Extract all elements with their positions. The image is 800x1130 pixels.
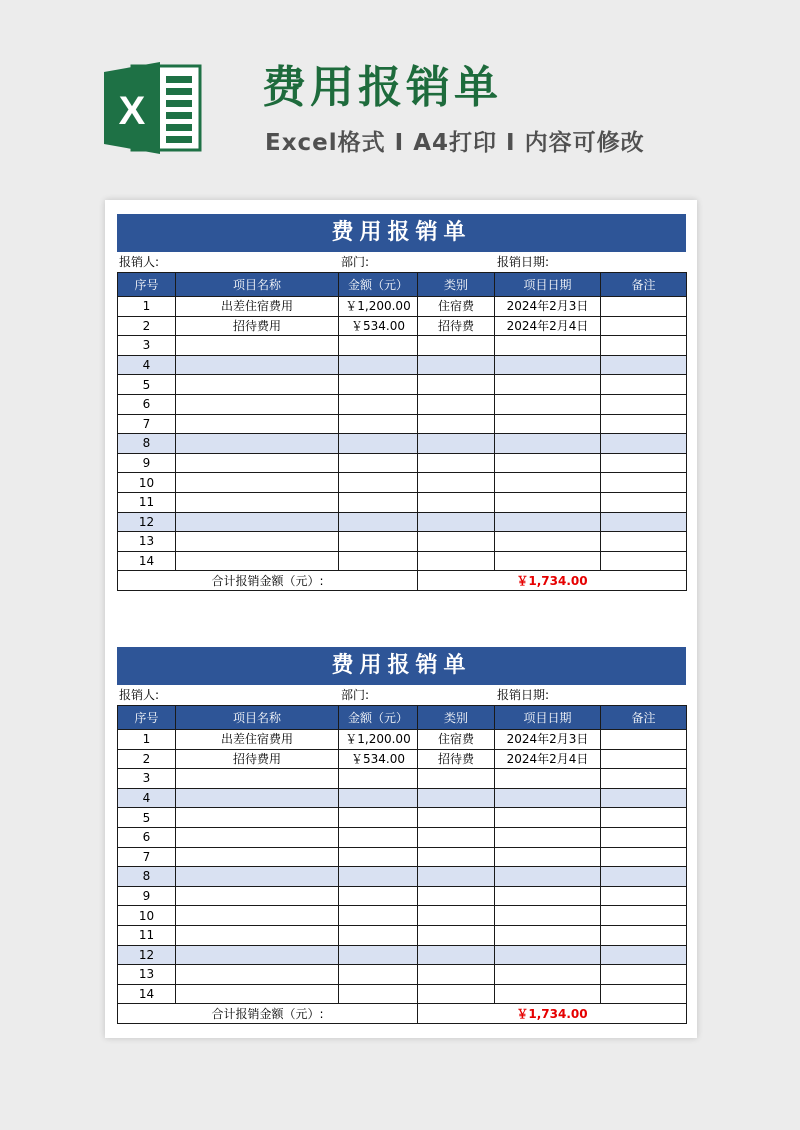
table-cell[interactable] [339,847,418,867]
column-header: 项目名称 [176,706,339,730]
table-cell[interactable] [339,512,418,532]
table-cell[interactable] [339,336,418,356]
table-cell[interactable]: 13 [118,532,176,552]
table-header-row [118,273,687,297]
table-cell[interactable] [601,847,687,867]
table-cell[interactable] [339,886,418,906]
column-header: 类别 [418,273,495,297]
table-cell[interactable]: 4 [118,788,176,808]
table-cell[interactable]: 6 [118,827,176,847]
page-header [0,0,800,190]
table-cell[interactable] [418,355,495,375]
table-cell[interactable] [176,886,339,906]
table-row [118,434,687,454]
table-cell[interactable] [418,788,495,808]
table-cell[interactable]: 11 [118,925,176,945]
reporter-label: 报销人: [119,688,160,702]
table-cell[interactable] [495,551,601,571]
form-info-row [117,252,686,272]
table-cell[interactable] [495,434,601,454]
form-title: 费用报销单 [117,647,686,685]
column-header: 项目日期 [495,706,601,730]
table-cell[interactable]: 13 [118,965,176,985]
table-row [118,316,687,336]
table-cell[interactable] [601,886,687,906]
table-cell[interactable] [339,867,418,887]
table-cell[interactable]: ￥534.00 [339,749,418,769]
table-cell[interactable] [495,847,601,867]
table-row [118,827,687,847]
column-header: 序号 [118,273,176,297]
table-cell[interactable]: 6 [118,394,176,414]
reimburse-date-label: 报销日期: [497,255,550,269]
table-cell[interactable] [176,492,339,512]
table-cell[interactable] [176,945,339,965]
table-cell[interactable] [339,355,418,375]
table-cell[interactable]: ￥534.00 [339,316,418,336]
expense-table [117,272,687,591]
table-cell[interactable]: 14 [118,984,176,1004]
column-header: 序号 [118,706,176,730]
page-subtitle: Excel格式 I A4打印 I 内容可修改 [265,130,645,156]
table-cell[interactable] [495,453,601,473]
table-cell[interactable] [418,827,495,847]
table-row [118,453,687,473]
table-cell[interactable] [418,769,495,789]
table-cell[interactable] [418,492,495,512]
table-cell[interactable] [601,867,687,887]
table-cell[interactable]: 10 [118,906,176,926]
table-cell[interactable] [418,453,495,473]
table-cell[interactable]: 住宿费 [418,730,495,750]
table-row [118,965,687,985]
table-cell[interactable] [601,512,687,532]
table-cell[interactable] [495,808,601,828]
table-cell[interactable] [418,945,495,965]
table-cell[interactable] [601,945,687,965]
table-cell[interactable]: 2 [118,749,176,769]
table-cell[interactable] [418,808,495,828]
table-row [118,769,687,789]
table-cell[interactable] [495,336,601,356]
table-cell[interactable] [495,867,601,887]
table-cell[interactable] [176,808,339,828]
table-row [118,512,687,532]
table-cell[interactable] [495,788,601,808]
table-cell[interactable]: 1 [118,297,176,317]
table-cell[interactable] [495,355,601,375]
paper-sheet [105,200,697,1038]
table-cell[interactable] [495,769,601,789]
table-cell[interactable] [495,906,601,926]
table-row [118,551,687,571]
table-cell[interactable] [495,984,601,1004]
table-row [118,532,687,552]
table-cell[interactable]: 14 [118,551,176,571]
table-cell[interactable] [418,551,495,571]
table-cell[interactable]: 3 [118,769,176,789]
table-cell[interactable] [601,730,687,750]
table-cell[interactable] [495,414,601,434]
total-row [118,571,687,591]
table-cell[interactable] [176,551,339,571]
table-cell[interactable]: 5 [118,375,176,395]
table-cell[interactable] [339,492,418,512]
table-cell[interactable]: 住宿费 [418,297,495,317]
column-header: 备注 [601,273,687,297]
column-header: 金额（元） [339,706,418,730]
department-label: 部门: [341,255,370,269]
table-cell[interactable] [495,827,601,847]
table-row [118,297,687,317]
logo-letter: X [118,89,146,133]
column-header: 项目日期 [495,273,601,297]
table-cell[interactable] [495,532,601,552]
table-row [118,730,687,750]
table-cell[interactable]: 出差住宿费用 [176,730,339,750]
excel-logo-icon [104,62,202,154]
table-cell[interactable]: ￥1,200.00 [339,297,418,317]
table-cell[interactable]: 1 [118,730,176,750]
table-cell[interactable] [339,906,418,926]
table-cell[interactable] [339,394,418,414]
table-cell[interactable] [418,532,495,552]
table-row [118,473,687,493]
table-cell[interactable] [418,847,495,867]
table-cell[interactable] [339,375,418,395]
table-cell[interactable] [176,984,339,1004]
table-cell[interactable] [418,473,495,493]
table-cell[interactable] [601,984,687,1004]
table-cell[interactable] [418,336,495,356]
table-row [118,886,687,906]
table-row [118,414,687,434]
total-amount: ￥1,734.00 [418,1004,687,1024]
table-row [118,925,687,945]
table-cell[interactable] [418,414,495,434]
table-cell[interactable] [601,434,687,454]
table-cell[interactable] [601,965,687,985]
table-cell[interactable] [495,492,601,512]
total-amount: ￥1,734.00 [418,571,687,591]
table-cell[interactable] [601,297,687,317]
table-cell[interactable] [176,925,339,945]
table-row [118,808,687,828]
table-cell[interactable] [176,375,339,395]
table-cell[interactable] [495,473,601,493]
table-cell[interactable] [418,886,495,906]
table-cell[interactable]: 8 [118,867,176,887]
total-row [118,1004,687,1024]
table-cell[interactable] [176,414,339,434]
table-cell[interactable] [601,473,687,493]
table-cell[interactable]: 出差住宿费用 [176,297,339,317]
table-cell[interactable] [495,886,601,906]
table-cell[interactable] [339,551,418,571]
table-cell[interactable] [601,532,687,552]
table-cell[interactable] [339,453,418,473]
table-cell[interactable] [601,394,687,414]
column-header: 备注 [601,706,687,730]
table-cell[interactable] [418,965,495,985]
table-cell[interactable] [495,375,601,395]
table-row [118,867,687,887]
table-cell[interactable] [176,453,339,473]
table-cell[interactable] [176,336,339,356]
table-row [118,492,687,512]
table-cell[interactable] [418,512,495,532]
table-cell[interactable] [176,965,339,985]
table-cell[interactable] [176,394,339,414]
table-cell[interactable] [339,414,418,434]
table-cell[interactable] [339,788,418,808]
table-cell[interactable] [339,945,418,965]
table-cell[interactable] [176,867,339,887]
table-cell[interactable]: 2024年2月4日 [495,316,601,336]
table-cell[interactable] [339,769,418,789]
table-cell[interactable] [601,414,687,434]
table-cell[interactable]: 8 [118,434,176,454]
table-cell[interactable]: 12 [118,945,176,965]
table-cell[interactable] [601,749,687,769]
table-cell[interactable] [176,355,339,375]
table-cell[interactable]: 10 [118,473,176,493]
table-cell[interactable] [601,355,687,375]
table-cell[interactable] [176,847,339,867]
table-cell[interactable] [418,867,495,887]
table-cell[interactable]: 招待费 [418,749,495,769]
table-cell[interactable] [339,808,418,828]
table-cell[interactable] [176,906,339,926]
table-cell[interactable] [176,827,339,847]
total-label: 合计报销金额（元）: [118,1004,418,1024]
table-cell[interactable]: 招待费 [418,316,495,336]
table-row [118,788,687,808]
table-cell[interactable] [495,925,601,945]
table-cell[interactable] [339,434,418,454]
table-cell[interactable] [601,925,687,945]
table-cell[interactable]: 2024年2月4日 [495,749,601,769]
table-cell[interactable] [601,453,687,473]
table-cell[interactable] [495,394,601,414]
table-cell[interactable]: 2 [118,316,176,336]
table-header-row [118,706,687,730]
form-title: 费用报销单 [117,214,686,252]
department-label: 部门: [341,688,370,702]
column-header: 类别 [418,706,495,730]
table-cell[interactable] [176,769,339,789]
table-cell[interactable]: 9 [118,886,176,906]
table-cell[interactable] [601,769,687,789]
expense-form-1 [117,214,686,591]
table-cell[interactable]: 9 [118,453,176,473]
table-cell[interactable]: 4 [118,355,176,375]
table-cell[interactable] [601,808,687,828]
page-title: 费用报销单 [262,62,502,113]
table-row [118,394,687,414]
table-cell[interactable] [176,512,339,532]
table-row [118,984,687,1004]
table-cell[interactable]: 3 [118,336,176,356]
table-cell[interactable]: 7 [118,414,176,434]
table-cell[interactable]: 2024年2月3日 [495,730,601,750]
table-cell[interactable] [418,434,495,454]
table-row [118,355,687,375]
table-cell[interactable] [601,336,687,356]
column-header: 项目名称 [176,273,339,297]
table-cell[interactable] [601,827,687,847]
table-cell[interactable] [339,532,418,552]
table-cell[interactable] [339,473,418,493]
table-cell[interactable]: 2024年2月3日 [495,297,601,317]
table-cell[interactable] [339,827,418,847]
table-cell[interactable] [601,492,687,512]
table-row [118,945,687,965]
table-cell[interactable] [418,925,495,945]
table-cell[interactable] [495,945,601,965]
table-cell[interactable] [495,965,601,985]
table-cell[interactable] [601,788,687,808]
form-info-row [117,685,686,705]
table-cell[interactable]: 招待费用 [176,749,339,769]
table-cell[interactable] [339,984,418,1004]
table-cell[interactable]: 7 [118,847,176,867]
table-cell[interactable] [418,984,495,1004]
table-cell[interactable] [495,512,601,532]
table-cell[interactable] [601,316,687,336]
table-cell[interactable] [601,375,687,395]
table-cell[interactable]: ￥1,200.00 [339,730,418,750]
table-cell[interactable] [601,906,687,926]
table-cell[interactable] [601,551,687,571]
expense-table [117,705,687,1024]
total-label: 合计报销金额（元）: [118,571,418,591]
column-header: 金额（元） [339,273,418,297]
table-cell[interactable] [176,434,339,454]
table-cell[interactable] [176,473,339,493]
table-row [118,375,687,395]
table-cell[interactable] [418,375,495,395]
reporter-label: 报销人: [119,255,160,269]
table-cell[interactable]: 12 [118,512,176,532]
reimburse-date-label: 报销日期: [497,688,550,702]
expense-form-2 [117,647,686,1024]
table-cell[interactable]: 招待费用 [176,316,339,336]
table-row [118,749,687,769]
table-row [118,906,687,926]
table-cell[interactable] [176,788,339,808]
table-row [118,847,687,867]
table-cell[interactable] [339,965,418,985]
table-cell[interactable] [339,925,418,945]
table-row [118,336,687,356]
table-cell[interactable] [176,532,339,552]
table-cell[interactable] [418,906,495,926]
table-cell[interactable] [418,394,495,414]
table-cell[interactable]: 11 [118,492,176,512]
table-cell[interactable]: 5 [118,808,176,828]
